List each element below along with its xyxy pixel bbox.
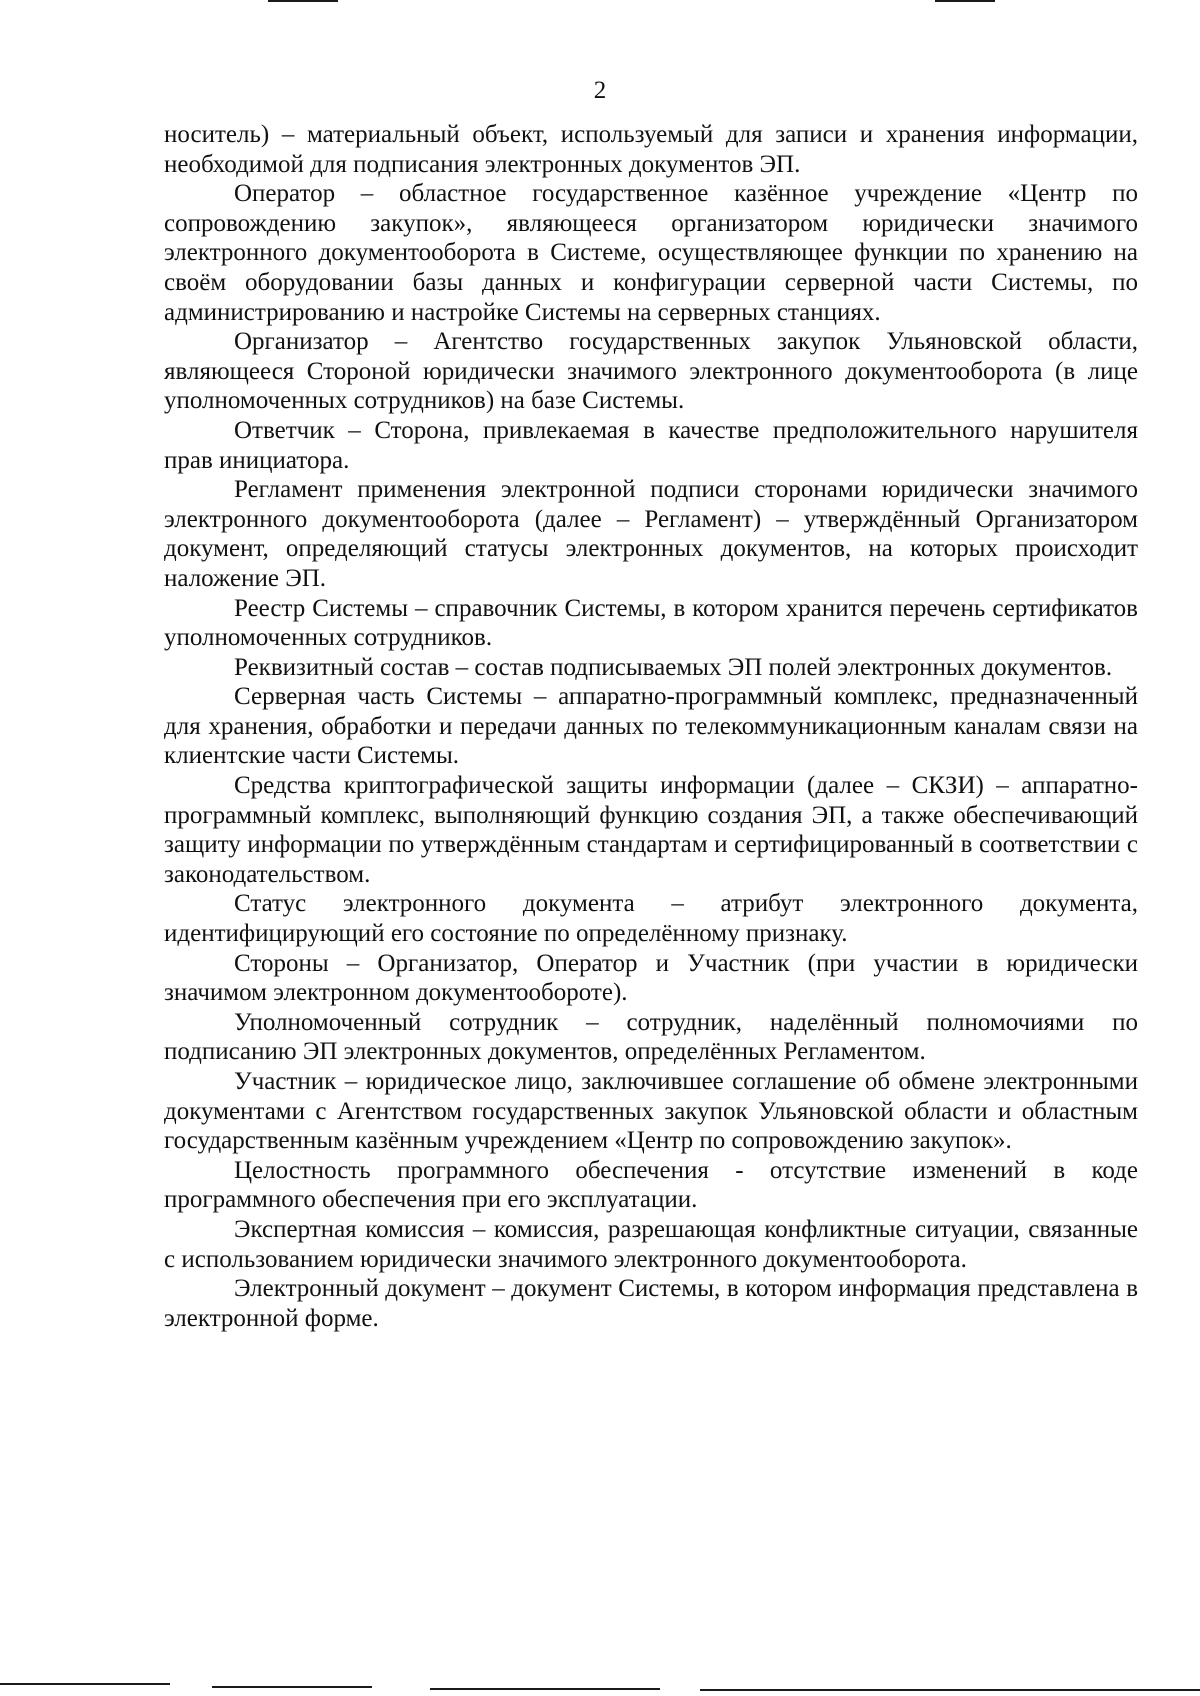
paragraph-server-part: Серверная часть Системы – аппаратно-программный комплекс, предназначенный для хранения, обработки и передачи данных по телекоммуникационным каналам связи на клиентские части Системы. [164,683,1138,770]
document-body [164,120,1138,1333]
page-number: 2 [593,77,607,104]
paragraph-system-registry: Реестр Системы – справочник Системы, в котором хранится перечень сертификатов уполномоченных сотрудников. [164,594,1138,652]
paragraph-authorized-employee: Уполномоченный сотрудник – сотрудник, наделённый полномочиями по подписанию ЭП электронных документов, определённых Регламентом. [164,1008,1138,1066]
paragraph-storage-medium: носитель) – материальный объект, используемый для записи и хранения информации, необходимой для подписания электронных документов ЭП. [164,121,1138,178]
paragraph-software-integrity: Целостность программного обеспечения - отсутствие изменений в коде программного обеспечения при его эксплуатации. [164,1156,1138,1214]
paragraph-electronic-document: Электронный документ – документ Системы, в котором информация представлена в электронной форме. [164,1275,1138,1332]
paragraph-participant: Участник – юридическое лицо, заключившее соглашение об обмене электронными документами с Агентством государственных закупок Ульяновской области и областным государственным казённым учреждением «Центр по сопровождению закупок». [164,1068,1138,1155]
paragraph-operator: Оператор – областное государственное казённое учреждение «Центр по сопровождению закупок», являющееся организатором юридически значимого электронного документооборота в Системе, осуществляющее функции по хранению на своём оборудовании базы данных и конфигурации серверной части Системы, по администрированию и настройке Системы на серверных станциях. [164,180,1138,326]
scan-artifact-top [268,0,338,2]
paragraph-parties: Стороны – Организатор, Оператор и Участник (при участии в юридически значимом электронном документообороте). [164,949,1138,1007]
scan-artifact-bottom-3 [430,1688,660,1690]
paragraph-organizer: Организатор – Агентство государственных закупок Ульяновской области, являющееся Стороной юридически значимого электронного документооборота (в лице уполномоченных сотрудников) на базе Системы. [164,328,1138,415]
paragraph-requisite-composition: Реквизитный состав – состав подписываемых ЭП полей электронных документов. [234,653,1113,681]
paragraph-crypto-protection: Средства криптографической защиты информации (далее – СКЗИ) – аппаратно-программный комплекс, выполняющий функцию создания ЭП, а также обеспечивающий защиту информации по утверждённым стандартам и сертифицированный в соответствии с законодательством. [164,772,1138,888]
scan-artifact-top-right [935,0,995,2]
paragraph-regulation: Регламент применения электронной подписи сторонами юридически значимого электронного документооборота (далее – Регламент) – утверждённый Организатором документ, определяющий статусы электронных документов, на которых происходит наложение ЭП. [164,476,1138,592]
paragraph-respondent: Ответчик – Сторона, привлекаемая в качестве предположительного нарушителя прав инициатора. [164,416,1138,474]
scan-artifact-bottom-2 [212,1686,372,1688]
scan-artifact-bottom-1 [0,1683,170,1685]
scan-artifact-bottom-4 [700,1689,1200,1691]
paragraph-document-status: Статус электронного документа – атрибут электронного документа, идентифицирующий его состояние по определённому признаку. [164,890,1138,948]
paragraph-expert-commission: Экспертная комиссия – комиссия, разрешающая конфликтные ситуации, связанные с использованием юридически значимого электронного документооборота. [164,1215,1138,1273]
